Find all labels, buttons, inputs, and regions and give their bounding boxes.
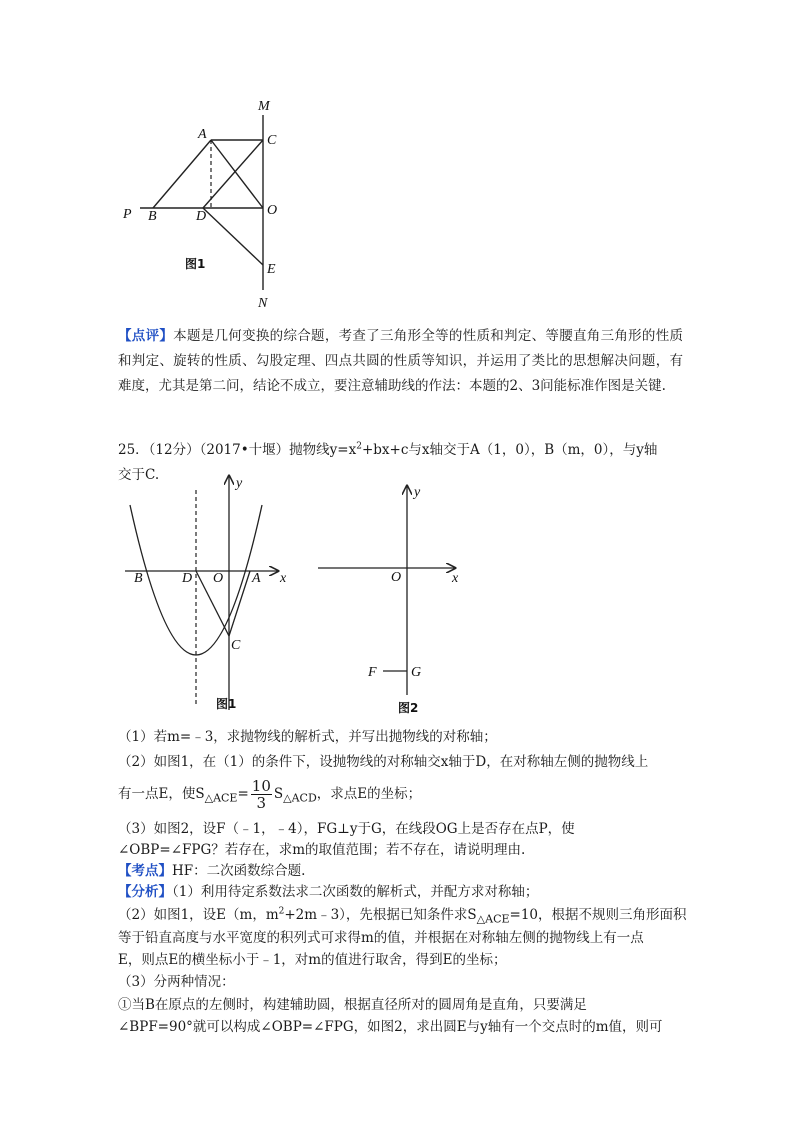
label-F: F — [368, 665, 377, 680]
fenxi-text-2c: =10，根据不规则三角形面积 — [509, 907, 687, 923]
fenxi-line-4: E，则点E的横坐标小于﹣1，对m的值进行取舍，得到E的坐标； — [118, 952, 507, 968]
problem-header-text: 25．（12分）（2017•十堰）抛物线y=x — [118, 442, 357, 458]
fenxi-line-6: ①当B在原点的左侧时，构建辅助圆，根据直径所对的圆周角是直角，只要满足 — [118, 997, 587, 1013]
q2-s: S — [273, 786, 284, 802]
question-1: （1）若m=﹣3，求抛物线的解析式，并写出抛物线的对称轴； — [118, 729, 497, 745]
label-N: N — [258, 296, 268, 311]
fenxi-line-2: （2）如图1，设E（m，$m^2+2m﹣3$），先根据已知条件求$S_{\triangle ACE}=10$，根据不规则三角形面积 — [118, 906, 687, 926]
review-tag: 【点评】 — [118, 328, 174, 344]
fenxi-tag: 【分析】 — [118, 884, 172, 900]
problem-header: 25．（12分）（2017•十堰）抛物线$y=x^2+bx+c$与x轴交于A（1，0），B（m，0），与y轴 交于C. — [118, 441, 658, 483]
fenxi-text-2a: （2）如图1，设E（m，m — [118, 907, 279, 923]
label-O: O — [391, 570, 402, 585]
label-C: C — [231, 638, 241, 653]
fenxi-text-1: （1）利用待定系数法求二次函数的解析式，并配方求对称轴； — [172, 884, 539, 900]
label-A: A — [252, 571, 261, 586]
geometry-figure-1 — [110, 90, 310, 320]
label-O: O — [213, 571, 224, 586]
fenxi-line-3: 等于铅直高度与水平宽度的积列式可求得m的值，并根据在对称轴左侧的抛物线上有一点 — [118, 930, 644, 946]
q2-subscript-ace: △ACE — [204, 791, 238, 805]
label-x: x — [452, 571, 459, 586]
fraction-denominator: 3 — [256, 794, 267, 812]
fenxi-line-1 — [118, 882, 538, 902]
question-2-line-1: （2）如图1，在（1）的条件下，设抛物线的对称轴交x轴于D，在对称轴左侧的抛物线上 — [118, 754, 649, 770]
figure-caption: 图1 — [216, 697, 237, 711]
question-3-line-1: （3）如图2，设F（﹣1，﹣4），FG⊥y于G，在线段OG上是否存在点P，使 — [118, 821, 575, 837]
kaodian-line — [118, 861, 305, 881]
problem-header-text-2: +bx+c与x轴交于A（1，0），B（m，0），与y轴 — [361, 442, 658, 458]
review-text: 本题是几何变换的综合题，考查了三角形全等的性质和判定、等腰直角三角形的性质和判定、旋转的性质、勾股定理、四点共圆的性质等知识，并运用了类比的思想解决问题，有难度，尤其是第二问，结论不成立，要注意辅助线的作法：本题的2、3问能标准作图是关键. — [118, 328, 684, 394]
question-3-line-2: ∠OBP=∠FPG？若存在，求m的取值范围；若不存在，请说明理由. — [118, 842, 526, 858]
q2-text-2: ，求点E的坐标； — [316, 786, 422, 802]
q2-equals: = — [237, 786, 249, 802]
fenxi-subscript-ace: △ACE — [476, 912, 510, 926]
kaodian-text: HF：二次函数综合题. — [172, 863, 306, 879]
label-D: D — [182, 571, 193, 586]
kaodian-tag: 【考点】 — [118, 863, 172, 879]
label-D: D — [196, 209, 207, 224]
label-B: B — [134, 571, 143, 586]
label-C: C — [267, 133, 277, 148]
figure-caption: 图1 — [185, 257, 206, 271]
label-G: G — [411, 665, 422, 680]
fraction-numerator: 10 — [251, 777, 271, 795]
label-y: y — [236, 476, 243, 491]
fenxi-text-2b: +2m﹣3），先根据已知条件求S — [284, 907, 477, 923]
label-y: y — [414, 485, 421, 500]
coordinate-figure-2 — [312, 478, 472, 718]
q2-text: 有一点E，使S — [118, 786, 205, 802]
fraction — [251, 778, 272, 811]
fenxi-line-5: （3）分两种情况： — [118, 974, 235, 990]
review-paragraph — [118, 324, 683, 399]
label-M: M — [258, 99, 270, 114]
label-O: O — [267, 203, 278, 218]
problem-header-text-3: 交于C. — [118, 467, 160, 483]
parabola-figure-1 — [118, 470, 298, 720]
question-2-line-2 — [118, 773, 421, 815]
label-x: x — [280, 571, 287, 586]
q2-subscript-acd: △ACD — [283, 791, 317, 805]
figure-caption: 图2 — [398, 701, 419, 715]
label-E: E — [267, 262, 276, 277]
label-P: P — [123, 207, 132, 222]
fenxi-line-7: ∠BPF=90°就可以构成∠OBP=∠FPG，如图2，求出圆E与y轴有一个交点时的m值，则可 — [118, 1019, 663, 1035]
label-B: B — [148, 209, 157, 224]
label-A: A — [198, 127, 207, 142]
